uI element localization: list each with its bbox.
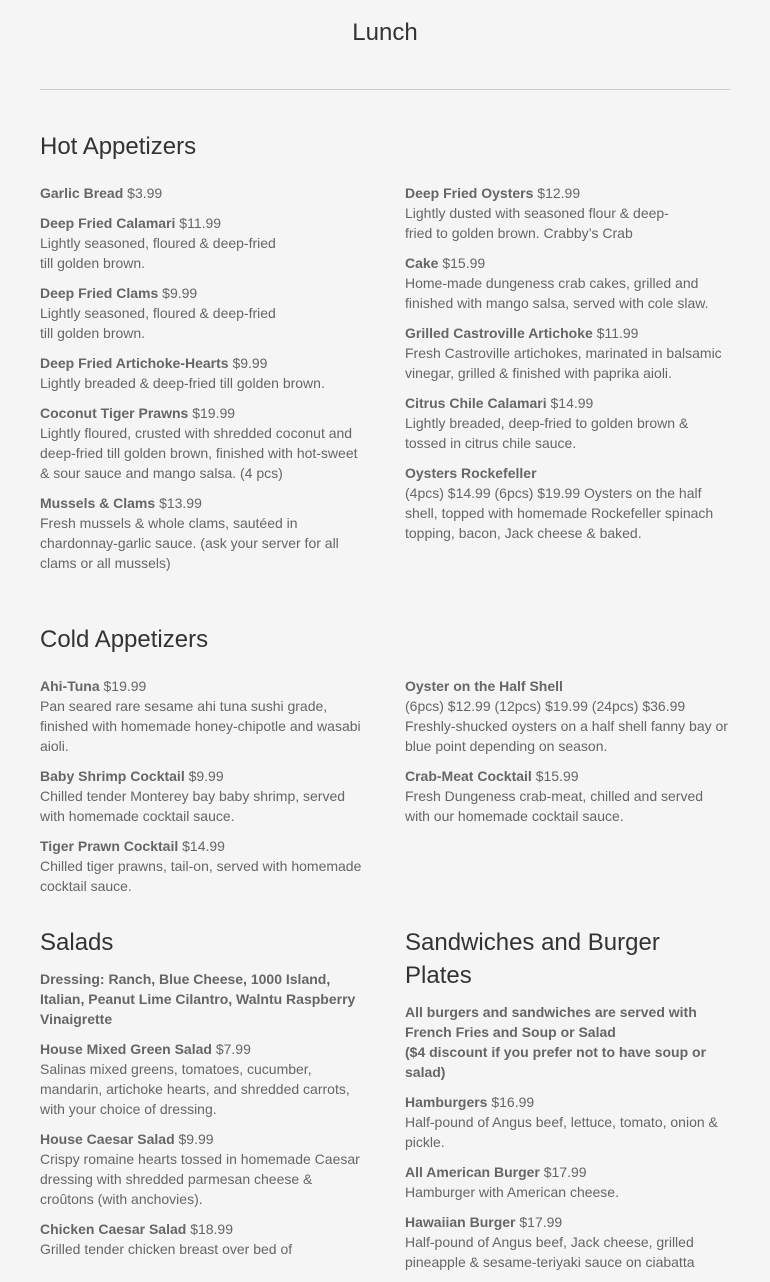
menu-item-description: Fresh mussels & whole clams, sautéed in chardonnay-garlic sauce. (ask your server for all clams or all mussels) [40,515,339,571]
sandwich-note-line2: ($4 discount if you prefer not to have soup or salad) [405,1044,707,1080]
menu-item-name: Grilled Castroville Artichoke [405,325,593,341]
menu-item-price: $15.99 [442,255,486,271]
menu-item [40,183,365,203]
menu-item-description: Pan seared rare sesame ahi tuna sushi grade, finished with homemade honey-chipotle and wasabi aioli. [40,698,361,754]
menu-item [40,836,365,896]
menu-item-price: $18.99 [190,1221,234,1237]
menu-item-name: Baby Shrimp Cocktail [40,768,185,784]
menu-item [40,1039,365,1119]
menu-item-price: $9.99 [178,1131,214,1147]
menu-item-description: Chilled tiger prawns, tail-on, served with homemade cocktail sauce. [40,858,362,894]
menu-item-price: $15.99 [535,768,579,784]
menu-item-price: $12.99 [537,185,581,201]
menu-item [405,1212,730,1272]
menu-item-price: $17.99 [519,1214,563,1230]
section-heading-cold-appetizers: Cold Appetizers [40,626,209,653]
menu-item [40,283,365,343]
menu-item [40,493,365,573]
menu-item-name: House Caesar Salad [40,1131,175,1147]
menu-item-price: $9.99 [162,285,198,301]
cold-appetizers-right-column [405,676,730,836]
menu-item-name: Coconut Tiger Prawns [40,405,189,421]
section-heading-sandwiches: Sandwiches and Burger Plates [405,929,660,989]
menu-item-description: Lightly floured, crusted with shredded coconut and deep-fried till golden brown, finished with hot-sweet & sour sauce and mango salsa. (4 pcs) [40,425,358,481]
title-divider [40,89,730,90]
menu-item-name: Deep Fried Artichoke-Hearts [40,355,229,371]
menu-item [405,393,730,453]
menu-item-price: $19.99 [192,405,236,421]
menu-item-description: Salinas mixed greens, tomatoes, cucumber, mandarin, artichoke hearts, and shredded carrots, with your choice of dressing. [40,1061,350,1117]
menu-item [40,403,365,483]
menu-item [405,676,730,756]
menu-item [405,463,730,543]
menu-item-name: Oysters Rockefeller [405,465,537,481]
menu-item [405,183,730,243]
menu-item-price: $11.99 [179,215,222,231]
menu-item-name: Hamburgers [405,1094,488,1110]
menu-item [405,253,730,313]
menu-item-name: Ahi-Tuna [40,678,100,694]
menu-item-description: Lightly dusted with seasoned flour & deep-fried to golden brown. Crabby’s Crab [405,205,669,241]
menu-item-price: $19.99 [103,678,147,694]
sandwiches-column [405,1002,730,1282]
menu-item-price: $7.99 [215,1041,251,1057]
menu-item-name: Deep Fried Oysters [405,185,534,201]
menu-item [40,213,365,273]
menu-item-name: Crab-Meat Cocktail [405,768,532,784]
menu-item-name: House Mixed Green Salad [40,1041,212,1057]
menu-item-description: Fresh Castroville artichokes, marinated in balsamic vinegar, grilled & finished with paprika aioli. [405,345,722,381]
menu-item-description: Crispy romaine hearts tossed in homemade Caesar dressing with shredded parmesan cheese & croûtons (with anchovies). [40,1151,360,1207]
menu-item-name: Deep Fried Clams [40,285,159,301]
menu-item-description: Hamburger with American cheese. [405,1184,619,1200]
menu-item-description: Lightly breaded & deep-fried till golden brown. [40,375,325,391]
page-title: Lunch [352,19,418,46]
menu-item-description: Chilled tender Monterey bay baby shrimp, served with homemade cocktail sauce. [40,788,346,824]
menu-item-name: Mussels & Clams [40,495,156,511]
menu-item-price: $13.99 [159,495,202,511]
menu-item-description: (4pcs) $14.99 (6pcs) $19.99 Oysters on the half shell, topped with homemade Rockefeller spinach topping, bacon, Jack cheese & baked. [405,485,714,541]
menu-item-name: Deep Fried Calamari [40,215,176,231]
menu-item-description: Grilled tender chicken breast over bed of [40,1241,293,1257]
menu-item-description: Lightly seasoned, floured & deep-fried till golden brown. [40,235,276,271]
menu-item-price: $16.99 [491,1094,535,1110]
hot-appetizers-left-column [40,183,365,583]
menu-item [40,676,365,756]
menu-item-name: All American Burger [405,1164,540,1180]
menu-item-price: $14.99 [550,395,594,411]
menu-item-description: Home-made dungeness crab cakes, grilled and finished with mango salsa, served with cole slaw. [405,275,709,311]
menu-item-description: Lightly breaded, deep-fried to golden brown & tossed in citrus chile sauce. [405,415,689,451]
menu-item-name: Tiger Prawn Cocktail [40,838,179,854]
menu-item-name: Cake [405,255,439,271]
cold-appetizers-left-column [40,676,365,906]
menu-item-name: Oyster on the Half Shell [405,678,563,694]
menu-item [405,1162,730,1202]
menu-item-price: $14.99 [182,838,225,854]
menu-item-description: Half-pound of Angus beef, Jack cheese, grilled pineapple & sesame-teriyaki sauce on ciabatta [405,1234,695,1270]
hot-appetizers-right-column [405,183,730,553]
menu-item-name: Hawaiian Burger [405,1214,516,1230]
sandwich-note-line1: All burgers and sandwiches are served with French Fries and Soup or Salad [405,1004,697,1040]
menu-item-price: $11.99 [596,325,639,341]
salads-column [40,969,365,1269]
menu-item-name: Citrus Chile Calamari [405,395,547,411]
menu-item [40,766,365,826]
sandwich-note [405,1002,730,1082]
menu-item-price: $3.99 [127,185,163,201]
menu-item-price: $17.99 [543,1164,587,1180]
menu-item [40,1219,365,1259]
menu-item [405,323,730,383]
menu-item-name: Chicken Caesar Salad [40,1221,187,1237]
menu-item [405,766,730,826]
menu-item [40,353,365,393]
menu-item-price: $9.99 [188,768,224,784]
menu-item-description: Fresh Dungeness crab-meat, chilled and served with our homemade cocktail sauce. [405,788,704,824]
menu-item-price: $9.99 [232,355,268,371]
dressing-note: Dressing: Ranch, Blue Cheese, 1000 Island, Italian, Peanut Lime Cilantro, Walntu Raspberry Vinaigrette [40,971,356,1027]
menu-item-description: Lightly seasoned, floured & deep-fried till golden brown. [40,305,276,341]
section-heading-hot-appetizers: Hot Appetizers [40,133,197,160]
menu-item-description: Half-pound of Angus beef, lettuce, tomato, onion & pickle. [405,1114,718,1150]
menu-item [40,1129,365,1209]
section-heading-salads: Salads [40,929,114,956]
menu-item [405,1092,730,1152]
menu-item-name: Garlic Bread [40,185,124,201]
menu-item-description: (6pcs) $12.99 (12pcs) $19.99 (24pcs) $36.99 Freshly-shucked oysters on a half shell fanny bay or blue point depending on season. [405,698,728,754]
